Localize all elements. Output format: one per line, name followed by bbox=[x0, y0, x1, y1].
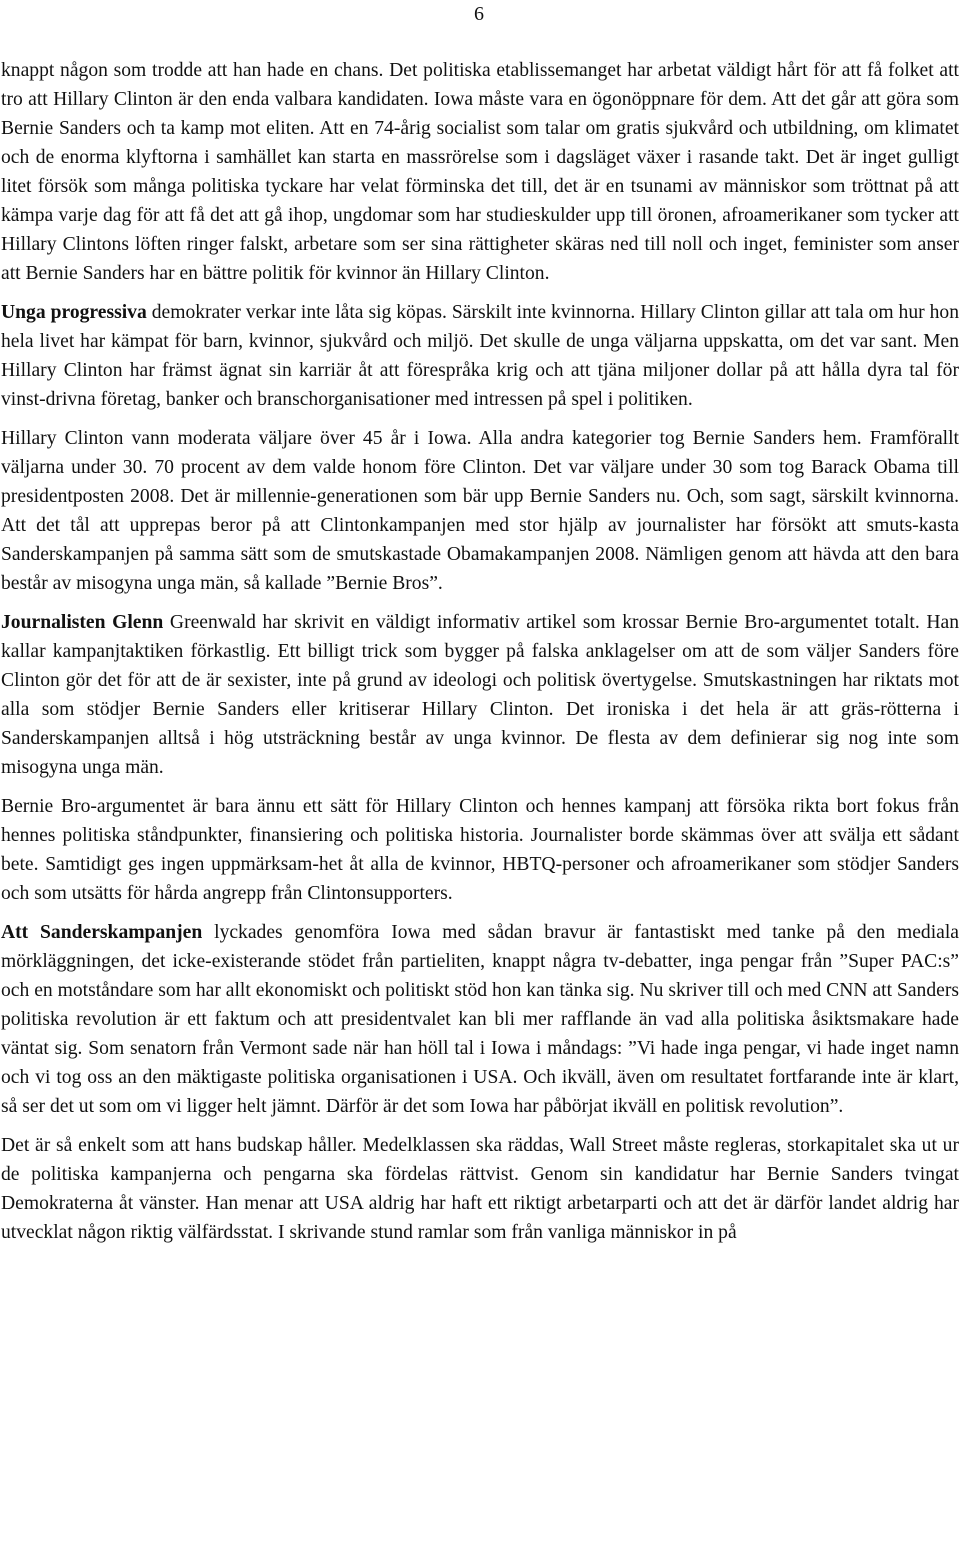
paragraph-1 bbox=[1, 56, 959, 288]
paragraph-4-text: Greenwald har skrivit en väldigt informativ artikel som krossar Bernie Bro-argumentet totalt. Han kallar kampanjtaktiken förkastlig. Ett billigt trick som bygger på falska anklagelser om att de som väljer Sanders före Clinton gör det för att de är sexister, inte på grund av ideologi och politisk övertygelse. Smutskastningen har riktats mot alla som stödjer Bernie Sanders eller kritiserar Hillary Clinton. Det ironiska i det hela är att gräs-rötterna i Sanderskampanjen alltså i hög utsträckning består av unga kvinnor. De flesta av dem definierar sig nog inte som misogyna unga män. bbox=[1, 612, 959, 778]
paragraph-2 bbox=[1, 298, 959, 414]
paragraph-1-text: knappt någon som trodde att han hade en chans. Det politiska etablissemanget har arbetat väldigt hårt för att få folket att tro att Hillary Clinton är den enda valbara kandidaten. Iowa måste vara en ögonöppnare för dem. Att det går att göra som Bernie Sanders och ta kamp mot eliten. Att en 74-årig socialist som talar om gratis sjukvård och utbildning, om klimatet och de enorma klyftorna i samhället kan starta en massrörelse som i dagsläget växer i rasande takt. Det är inget gulligt litet försök som många politiska tyckare har velat förminska det till, det är en tsunami av människor som tröttnat på att kämpa varje dag för att få det att gå ihop, ungdomar som har studieskulder upp till öronen, afroamerikaner som tycker att Hillary Clintons löften ringer falskt, arbetare som ser sina rättigheter skäras ned till noll och inget, feminister som anser att Bernie Sanders har en bättre politik för kvinnor än Hillary Clinton. bbox=[1, 60, 959, 284]
paragraph-3 bbox=[1, 424, 959, 598]
page-number: 6 bbox=[474, 3, 484, 25]
paragraph-7 bbox=[1, 1131, 959, 1247]
paragraph-3-text: Hillary Clinton vann moderata väljare över 45 år i Iowa. Alla andra kategorier tog Bernie Sanders hem. Framförallt väljarna under 30. 70 procent av dem valde honom före Clinton. Det var väljare under 30 som tog Barack Obama till presidentposten 2008. Det är millennie-generationen som bär upp Bernie Sanders nu. Och, som sagt, särskilt kvinnorna. Att det tål att upprepas beror på att Clintonkampanjen med stor hjälp av journalister har försökt att smuts-kasta Sanderskampanjen på samma sätt som de smutskastade Obamakampanjen 2008. Nämligen genom att hävda att den bara består av misogyna unga män, så kallade ”Bernie Bros”. bbox=[1, 428, 959, 594]
paragraph-6-text: lyckades genomföra Iowa med sådan bravur är fantastiskt med tanke på den mediala mörkläggningen, det icke-existerande stödet från partieliten, knappt några tv-debatter, inga pengar från ”Super PAC:s” och en motståndare som har allt ekonomiskt och politiskt stöd hon kan tänka sig. Nu skriver till och med CNN att Sanders politiska revolution är ett faktum och att presidentvalet kan bli mer rafflande än vad alla politiska åsiktsmakare hade väntat sig. Som senatorn från Vermont sade när han höll tal i Iowa i måndags: ”Vi hade inga pengar, vi hade inget namn och vi tog oss an den mäktigaste politiska organisationen i USA. Och ikväll, även om resultatet fortfarande inte är klart, så ser det ut som om vi ligger helt jämnt. Därför är det som Iowa har påbörjat ikväll en politisk revolution”. bbox=[1, 922, 959, 1117]
paragraph-7-text: Det är så enkelt som att hans budskap håller. Medelklassen ska räddas, Wall Street måste regleras, storkapitalet ska ut ur de politiska kampanjerna och pengarna ska fördelas rättvist. Genom sin kandidatur har Bernie Sanders tvingat Demokraterna åt vänster. Han menar att USA aldrig har haft ett riktigt arbetarparti och att det är därför landet aldrig har utvecklat någon riktig välfärdsstat. I skrivande stund ramlar som från vanliga människor in på bbox=[1, 1135, 959, 1243]
paragraph-6-lead: Att Sanderskampanjen bbox=[1, 922, 203, 943]
document-body bbox=[1, 56, 959, 1257]
paragraph-2-lead: Unga progressiva bbox=[1, 302, 147, 323]
paragraph-6 bbox=[1, 918, 959, 1121]
paragraph-4-lead: Journalisten Glenn bbox=[1, 612, 164, 633]
paragraph-5-text: Bernie Bro-argumentet är bara ännu ett sätt för Hillary Clinton och hennes kampanj att försöka rikta bort fokus från hennes politiska ståndpunkter, finansiering och politiska historia. Journalister borde skämmas över att svälja ett sådant bete. Samtidigt ges ingen uppmärksam-het åt alla de kvinnor, HBTQ-personer och afroamerikaner som stödjer Sanders och som utsätts för hårda angrepp från Clintonsupporters. bbox=[1, 796, 959, 904]
paragraph-2-text: demokrater verkar inte låta sig köpas. Särskilt inte kvinnorna. Hillary Clinton gillar att tala om hur hon hela livet har kämpat för barn, kvinnor, sjukvård och miljö. Det skulle de unga väljarna uppskatta, om det var sant. Men Hillary Clinton har främst ägnat sin karriär åt att förespråka krig och att tjäna miljoner dollar på att hålla dyra tal för vinst-drivna företag, banker och branschorganisationer med intressen på spel i politiken. bbox=[1, 302, 959, 410]
paragraph-5 bbox=[1, 792, 959, 908]
paragraph-4 bbox=[1, 608, 959, 782]
